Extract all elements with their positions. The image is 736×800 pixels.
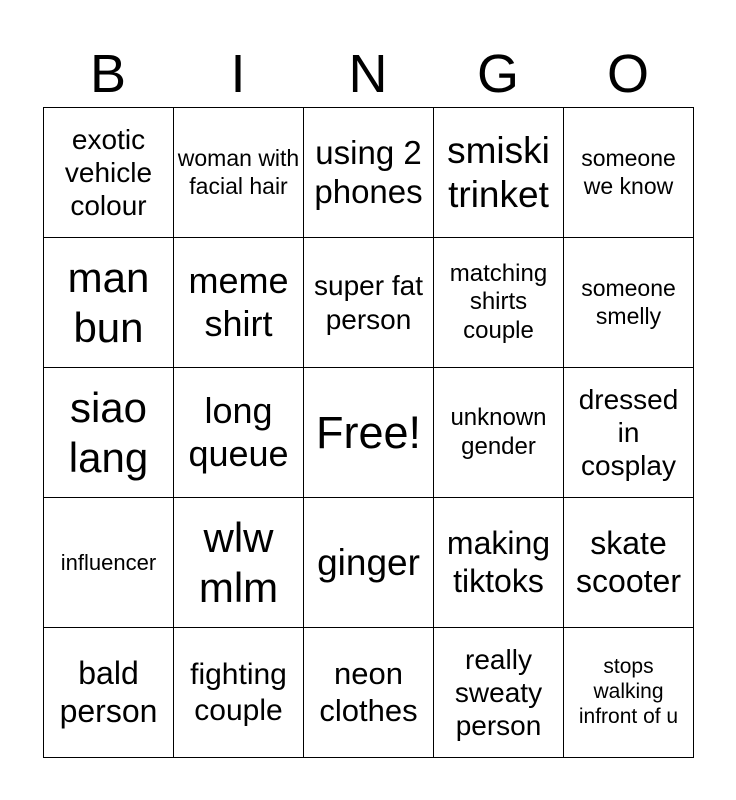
bingo-cell[interactable] xyxy=(44,238,174,368)
board-row xyxy=(44,238,694,368)
board-row xyxy=(44,368,694,498)
bingo-cell[interactable] xyxy=(434,108,564,238)
cell-label: skate scooter xyxy=(576,524,681,599)
board-row xyxy=(44,628,694,758)
bingo-cell[interactable] xyxy=(304,108,434,238)
bingo-cell[interactable] xyxy=(434,368,564,498)
cell-label: bald person xyxy=(59,654,158,729)
cell-label: making tiktoks xyxy=(446,524,551,599)
cell-label: long queue xyxy=(188,390,289,474)
cell-label: fighting couple xyxy=(190,658,287,727)
bingo-cell[interactable] xyxy=(44,108,174,238)
header-letter-i: I xyxy=(230,44,246,104)
cell-label: smiski trinket xyxy=(447,129,550,215)
bingo-cell[interactable] xyxy=(174,238,304,368)
cell-label: ginger xyxy=(317,541,420,583)
bingo-cell[interactable] xyxy=(174,108,304,238)
free-space-cell[interactable] xyxy=(304,368,434,498)
cell-label: meme shirt xyxy=(188,260,289,344)
bingo-cell[interactable] xyxy=(44,628,174,758)
board-row xyxy=(44,498,694,628)
header-letter-b: B xyxy=(89,44,127,104)
bingo-cell[interactable] xyxy=(434,628,564,758)
header-letter-o: O xyxy=(606,44,649,104)
bingo-cell[interactable] xyxy=(564,498,694,628)
cell-label: super fat person xyxy=(314,270,423,335)
bingo-cell[interactable] xyxy=(564,368,694,498)
cell-label: exotic vehicle colour xyxy=(64,123,153,222)
cell-label: someone we know xyxy=(581,145,676,199)
free-space-label: Free! xyxy=(315,406,422,458)
cell-label: influencer xyxy=(60,549,157,575)
bingo-cell[interactable] xyxy=(174,498,304,628)
bingo-cell[interactable] xyxy=(304,628,434,758)
bingo-board xyxy=(43,107,694,758)
cell-label: unknown gender xyxy=(450,404,547,460)
cell-label: siao lang xyxy=(68,383,149,481)
bingo-cell[interactable] xyxy=(44,498,174,628)
header-letter-n: N xyxy=(348,44,388,104)
bingo-header xyxy=(43,38,693,110)
cell-label: really sweaty person xyxy=(454,643,543,742)
bingo-cell[interactable] xyxy=(174,628,304,758)
cell-label: woman with facial hair xyxy=(177,145,300,199)
bingo-cell[interactable] xyxy=(304,498,434,628)
bingo-cell[interactable] xyxy=(174,368,304,498)
board-row xyxy=(44,108,694,238)
header-letter-g: G xyxy=(476,44,519,104)
cell-label: matching shirts couple xyxy=(449,260,548,344)
cell-label: using 2 phones xyxy=(314,133,423,210)
cell-label: dressed in cosplay xyxy=(578,383,679,482)
bingo-cell[interactable] xyxy=(564,108,694,238)
bingo-cell[interactable] xyxy=(564,628,694,758)
bingo-cell[interactable] xyxy=(434,238,564,368)
bingo-cell[interactable] xyxy=(304,238,434,368)
cell-label: stops walking infront of u xyxy=(578,655,679,728)
bingo-cell[interactable] xyxy=(434,498,564,628)
bingo-cell[interactable] xyxy=(44,368,174,498)
cell-label: someone smelly xyxy=(581,275,676,329)
cell-label: man bun xyxy=(67,253,150,351)
bingo-cell[interactable] xyxy=(564,238,694,368)
cell-label: neon clothes xyxy=(319,655,418,728)
cell-label: wlw mlm xyxy=(198,513,279,611)
